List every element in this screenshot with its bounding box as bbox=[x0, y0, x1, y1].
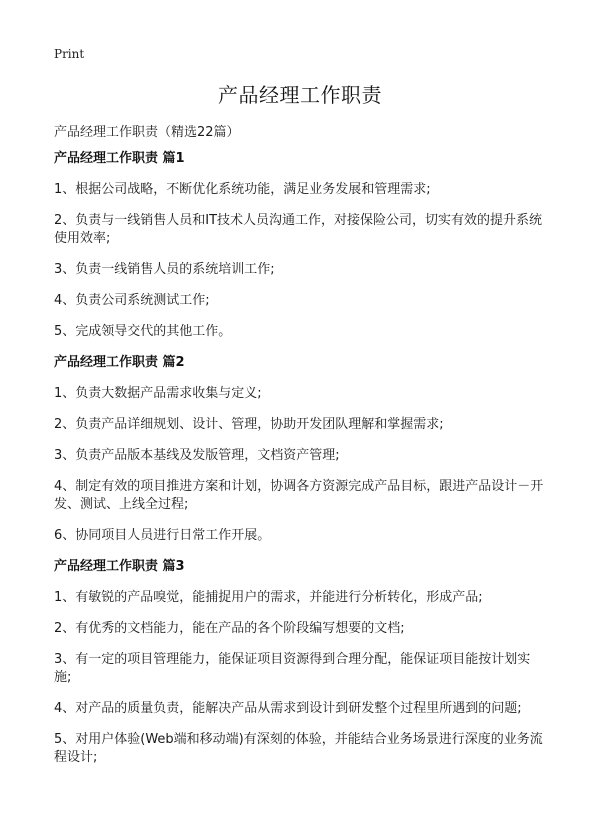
section-1 bbox=[54, 150, 544, 341]
section-heading: 产品经理工作职责 篇3 bbox=[54, 559, 185, 574]
print-label: Print bbox=[54, 47, 85, 61]
list-item: 4、制定有效的项目推进方案和计划，协调各方资源完成产品目标，跟进产品设计－开发、测试、上线全过程; bbox=[54, 479, 544, 512]
list-item: 5、完成领导交代的其他工作。 bbox=[54, 324, 232, 339]
section-3 bbox=[54, 558, 544, 767]
list-item: 2、负责产品详细规划、设计、管理，协助开发团队理解和掌握需求; bbox=[54, 417, 444, 432]
document-body bbox=[54, 150, 544, 780]
list-item: 1、根据公司战略，不断优化系统功能，满足业务发展和管理需求; bbox=[54, 182, 431, 197]
list-item: 4、对产品的质量负责，能解决产品从需求到设计到研发整个过程里所遇到的问题; bbox=[54, 701, 522, 716]
section-2 bbox=[54, 354, 544, 545]
section-heading: 产品经理工作职责 篇1 bbox=[54, 151, 185, 166]
section-heading: 产品经理工作职责 篇2 bbox=[54, 355, 185, 370]
list-item: 3、负责一线销售人员的系统培训工作; bbox=[54, 262, 275, 277]
list-item: 1、负责大数据产品需求收集与定义; bbox=[54, 386, 262, 401]
page-title: 产品经理工作职责 bbox=[218, 83, 382, 107]
list-item: 4、负责公司系统测试工作; bbox=[54, 293, 210, 308]
page-subtitle: 产品经理工作职责（精选22篇） bbox=[54, 125, 240, 140]
list-item: 6、协同项目人员进行日常工作开展。 bbox=[54, 528, 271, 543]
list-item: 2、负责与一线销售人员和IT技术人员沟通工作，对接保险公司，切实有效的提升系统使用效率; bbox=[54, 213, 543, 246]
list-item: 2、有优秀的文档能力，能在产品的各个阶段编写想要的文档; bbox=[54, 621, 405, 636]
list-item: 3、负责产品版本基线及发版管理，文档资产管理; bbox=[54, 448, 340, 463]
list-item: 5、对用户体验(Web端和移动端)有深刻的体验，并能结合业务场景进行深度的业务流程设计; bbox=[54, 732, 543, 765]
list-item: 3、有一定的项目管理能力，能保证项目资源得到合理分配，能保证项目能按计划实施; bbox=[54, 652, 531, 685]
list-item: 1、有敏锐的产品嗅觉，能捕捉用户的需求，并能进行分析转化，形成产品; bbox=[54, 590, 483, 605]
